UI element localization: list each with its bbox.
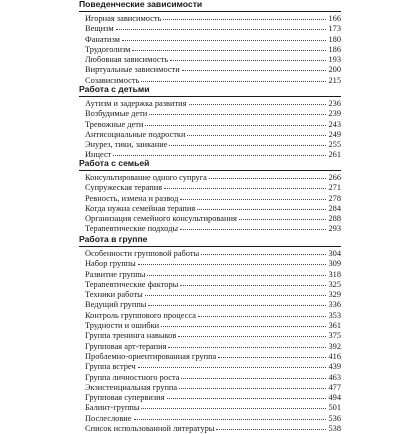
toc-entry[interactable] [85, 393, 341, 403]
toc-entry-page: 243 [328, 119, 341, 129]
toc-entry[interactable] [85, 45, 341, 55]
dot-leader [113, 155, 326, 156]
dot-leader [180, 229, 326, 230]
toc-entry-page: 361 [328, 321, 341, 331]
toc-entry-page: 329 [328, 290, 341, 300]
toc-entry-page: 416 [328, 351, 341, 361]
toc-entry-page: 261 [328, 150, 341, 160]
toc-entry[interactable] [85, 424, 341, 434]
toc-entry-title: Супружеская терапия [85, 183, 163, 193]
toc-entry-page: 375 [328, 331, 341, 341]
toc-entry-title: Группа встреч [85, 362, 136, 372]
toc-entry[interactable] [85, 383, 341, 393]
toc-entry[interactable] [85, 300, 341, 310]
toc-entry[interactable] [85, 321, 341, 331]
dot-leader [216, 429, 326, 430]
dot-leader [180, 199, 326, 200]
toc-entry-title: Терапевтические факторы [85, 279, 179, 289]
toc-entry-page: 392 [328, 341, 341, 351]
toc-entry-title: Энурез, тики, заикание [85, 140, 168, 150]
toc-entry-page: 249 [328, 129, 341, 139]
toc-section-work-with-children [79, 84, 341, 161]
toc-entry-page: 309 [328, 259, 341, 269]
toc-entry-title: Вещизм [85, 24, 114, 34]
dot-leader [161, 326, 326, 327]
toc-entry-title: Контроль группового процесса [85, 310, 196, 320]
toc-entry-page: 439 [328, 362, 341, 372]
toc-section-group-work [79, 234, 341, 434]
dot-leader [167, 398, 327, 399]
dot-leader [141, 81, 326, 82]
dot-leader [197, 209, 326, 210]
toc-entry-page: 325 [328, 279, 341, 289]
dot-leader [170, 60, 326, 61]
dot-leader [201, 254, 326, 255]
toc-entry-page: 463 [328, 372, 341, 382]
toc-entry-page: 477 [328, 382, 341, 392]
toc-entry-page: 271 [328, 183, 341, 193]
toc-entry-title: Консультирование одного супруга [85, 173, 207, 182]
section-divider [79, 11, 341, 12]
toc-entry[interactable] [85, 14, 341, 24]
section-title: Работа с семьей [79, 158, 150, 168]
toc-entry-page: 215 [328, 75, 341, 85]
toc-entry[interactable] [85, 342, 341, 352]
toc-section-work-with-family [79, 158, 341, 235]
toc-entry[interactable] [85, 24, 341, 34]
toc-entry-page: 538 [328, 424, 341, 434]
dot-leader [164, 188, 326, 189]
toc-entry-title: Экзистенциальная группа [85, 382, 178, 392]
toc-entry-title: Особенности групповой работы [85, 249, 200, 258]
dot-leader [178, 336, 326, 337]
dot-leader [179, 388, 326, 389]
toc-entry-title: Техники работы [85, 290, 143, 300]
toc-entry[interactable] [85, 362, 341, 372]
toc-entry-page: 236 [328, 99, 341, 108]
toc-entry-page: 239 [328, 109, 341, 119]
toc-entry-title: Послесловие [85, 413, 132, 423]
toc-entry[interactable] [85, 99, 341, 109]
dot-leader [239, 219, 326, 220]
toc-entry-title: Балинт-группы [85, 403, 140, 413]
toc-entry[interactable] [85, 109, 341, 119]
toc-entry[interactable] [85, 259, 341, 269]
toc-list [79, 173, 341, 235]
toc-entry-page: 200 [328, 65, 341, 75]
dot-leader [180, 285, 326, 286]
toc-entry-title: Тревожные дети [85, 119, 144, 129]
toc-entry-page: 166 [328, 14, 341, 23]
toc-entry[interactable] [85, 311, 341, 321]
toc-entry[interactable] [85, 140, 341, 150]
toc-entry[interactable] [85, 183, 341, 193]
toc-entry-title: Терапевтические подходы [85, 224, 179, 234]
toc-entry[interactable] [85, 373, 341, 383]
toc-entry-title: Игорная зависимость [85, 14, 162, 23]
dot-leader [122, 40, 326, 41]
toc-entry-title: Аутизм и задержка развития [85, 99, 187, 108]
toc-entry-title: Групповая супервизия [85, 393, 165, 403]
toc-entry-title: Антисоциальные подростки [85, 129, 186, 139]
toc-entry[interactable] [85, 214, 341, 224]
toc-entry-page: 318 [328, 269, 341, 279]
toc-entry-page: 186 [328, 44, 341, 54]
toc-entry-page: 173 [328, 24, 341, 34]
toc-list [79, 99, 341, 161]
toc-entry[interactable] [85, 130, 341, 140]
dot-leader [209, 178, 326, 179]
toc-entry-title: Инцест [85, 150, 112, 160]
toc-section-behavioral-addictions [79, 0, 341, 86]
toc-entry-page: 255 [328, 140, 341, 150]
toc-entry-title: Ревность, измена и развод [85, 193, 179, 203]
dot-leader [189, 104, 327, 105]
dot-leader [147, 275, 326, 276]
toc-entry-page: 193 [328, 55, 341, 65]
toc-entry[interactable] [85, 65, 341, 75]
dot-leader [218, 357, 326, 358]
toc-entry-title: Созависимость [85, 75, 140, 85]
dot-leader [145, 125, 326, 126]
dot-leader [145, 295, 326, 296]
dot-leader [116, 29, 326, 30]
section-title: Работа в группе [79, 234, 148, 244]
toc-entry-title: Виртуальные зависимости [85, 65, 180, 75]
toc-entry-title: Группа тренинга навыков [85, 331, 177, 341]
section-divider [79, 170, 341, 171]
section-title: Поведенческие зависимости [79, 0, 203, 9]
toc-entry-title: Организация семейного консультирования [85, 214, 237, 224]
toc-entry-page: 353 [328, 310, 341, 320]
toc-entry[interactable] [85, 414, 341, 424]
toc-entry[interactable] [85, 331, 341, 341]
toc-entry-page: 284 [328, 203, 341, 213]
toc-entry-title: Набор группы [85, 259, 136, 269]
dot-leader [149, 114, 326, 115]
dot-leader [148, 305, 326, 306]
toc-entry[interactable] [85, 270, 341, 280]
toc-entry[interactable] [85, 280, 341, 290]
toc-entry[interactable] [85, 35, 341, 45]
toc-entry[interactable] [85, 403, 341, 413]
toc-entry-title: Трудоголизм [85, 44, 131, 54]
toc-entry-title: Любовная зависимость [85, 55, 169, 65]
toc-list [79, 249, 341, 434]
toc-entry-title: Возбудимые дети [85, 109, 148, 119]
toc-entry-page: 278 [328, 193, 341, 203]
toc-entry-page: 266 [328, 173, 341, 182]
toc-entry[interactable] [85, 352, 341, 362]
section-divider [79, 246, 341, 247]
toc-entry[interactable] [85, 290, 341, 300]
dot-leader [187, 135, 326, 136]
toc-entry-page: 293 [328, 224, 341, 234]
dot-leader [138, 264, 326, 265]
section-divider [79, 96, 341, 97]
toc-entry-title: Фанатизм [85, 34, 120, 44]
toc-entry[interactable] [85, 120, 341, 130]
dot-leader [198, 316, 326, 317]
toc-list [79, 14, 341, 86]
toc-entry-title: Проблемно-ориентированная группа [85, 351, 217, 361]
toc-entry-page: 501 [328, 403, 341, 413]
toc-entry-title: Группа личностного роста [85, 372, 180, 382]
toc-entry[interactable] [85, 55, 341, 65]
dot-leader [132, 50, 326, 51]
toc-entry-page: 494 [328, 393, 341, 403]
toc-entry-title: Ведущий группы [85, 300, 147, 310]
dot-leader [181, 378, 326, 379]
dot-leader [182, 70, 326, 71]
toc-entry-title: Групповая арт-терапия [85, 341, 167, 351]
dot-leader [138, 367, 326, 368]
section-title: Работа с детьми [79, 84, 150, 94]
toc-entry-page: 536 [328, 413, 341, 423]
toc-entry-title: Развитие группы [85, 269, 146, 279]
toc-entry-page: 304 [328, 249, 341, 258]
toc-entry-page: 288 [328, 214, 341, 224]
toc-entry-title: Список использованной литературы [85, 424, 215, 434]
toc-entry[interactable] [85, 204, 341, 214]
toc-entry-page: 180 [328, 34, 341, 44]
toc-entry-title: Когда нужна семейная терапия [85, 203, 196, 213]
dot-leader [168, 347, 326, 348]
dot-leader [163, 19, 326, 20]
toc-entry[interactable] [85, 194, 341, 204]
toc-entry-page: 336 [328, 300, 341, 310]
toc-entry[interactable] [85, 249, 341, 259]
toc-entry-title: Трудности и ошибки [85, 321, 160, 331]
dot-leader [141, 408, 326, 409]
toc-entry[interactable] [85, 173, 341, 183]
dot-leader [169, 145, 326, 146]
